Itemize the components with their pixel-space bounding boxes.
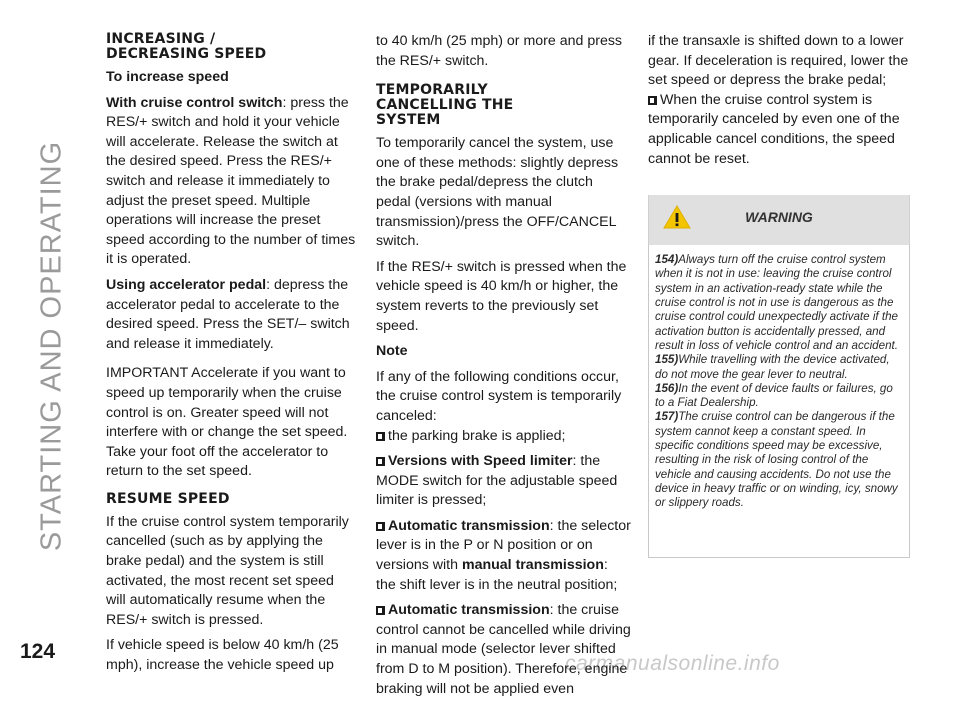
- list-item: When the cruise control system is temporarily canceled by even one of the applicable cancel conditions, the speed cannot be reset.: [648, 91, 900, 167]
- list-item: Versions with Speed limiter: the MODE switch for the adjustable speed limiter is pressed;: [376, 453, 618, 509]
- paragraph: If the cruise control system temporarily cancelled (such as by applying the brake pedal) and the system is still activated, the most recent set speed will automatically resume when the RES/+ switch is pressed.: [106, 513, 349, 628]
- warning-item: 155)While travelling with the device activated, do not move the gear lever to neutral.: [655, 353, 890, 381]
- page-number: 124: [20, 640, 56, 663]
- column-1: [106, 32, 356, 682]
- bullet-icon: [648, 96, 657, 105]
- warning-title: WARNING: [745, 209, 813, 226]
- paragraph: If vehicle speed is below 40 km/h (25 mph), increase the vehicle speed up: [106, 637, 339, 674]
- paragraph: To temporarily cancel the system, use one of these methods: slightly depress the brake pedal/depress the clutch pedal (versions with manual transmission)/press the OFF/CANCEL switch.: [376, 135, 619, 250]
- warning-item: 157)The cruise control can be dangerous if the system cannot keep a constant speed. In specific conditions speed may be excessive, resulting in the risk of losing control of the vehicle and causing accidents. Do not use the device in heavy traffic or on winding, icy, snowy or slippery roads.: [655, 410, 898, 510]
- paragraph: [106, 276, 356, 354]
- heading-temporarily-cancelling: [376, 83, 631, 128]
- warning-header: [648, 195, 910, 245]
- column-3: [648, 32, 910, 558]
- warning-item: 154)Always turn off the cruise control system when it is not in use: leaving the cruise control system in an activation-ready state while the cruise control is not in use is dangerous as the cruise control could unexpectedly activate if the activation button is accidentally pressed, and result in loss of vehicle control and an accident.: [655, 253, 898, 352]
- paragraph: [106, 94, 356, 270]
- warning-box: [648, 245, 910, 558]
- bullet-icon: [376, 432, 385, 441]
- paragraph-text: : press the RES/+ switch and hold it your vehicle will accelerate. Release the switch at the desired speed. Press the RES/+ switch and release it immediately to adjust the preset speed. Multiple operations will increase the preset speed according to the number of times it is operated.: [106, 94, 356, 268]
- heading-resume-speed: RESUME SPEED: [106, 490, 230, 507]
- heading-increasing-decreasing: [106, 32, 356, 62]
- paragraph: If any of the following conditions occur, the cruise control system is temporarily canceled:: [376, 368, 622, 424]
- heading-line: SYSTEM: [376, 112, 441, 129]
- note-label: Note: [376, 343, 408, 360]
- heading-line: TEMPORARILY: [376, 82, 488, 99]
- list-item: Automatic transmission: the selector lever is in the P or N position or on versions with manual transmission: the shift lever is in the neutral position;: [376, 517, 631, 593]
- heading-line: DECREASING SPEED: [106, 46, 267, 62]
- bold-term: Using accelerator pedal: [106, 276, 267, 293]
- bullet-icon: [376, 522, 385, 531]
- section-side-title-text: STARTING AND OPERATING: [35, 140, 68, 552]
- list-item: the parking brake is applied;: [376, 427, 631, 447]
- footer-watermark: carmanualsonline.info: [565, 652, 780, 675]
- bullet-icon: [376, 457, 385, 466]
- warning-item: 156)In the event of device faults or failures, go to a Fiat Dealership.: [655, 381, 893, 410]
- paragraph: to 40 km/h (25 mph) or more and press the RES/+ switch.: [376, 33, 623, 69]
- paragraph: IMPORTANT Accelerate if you want to speed up temporarily when the cruise control is on. Greater speed will not interfere with or change the set speed. Take your foot off the accelerator to return to the set speed.: [106, 365, 348, 480]
- bold-term: With cruise control switch: [106, 94, 283, 111]
- subheading-increase-speed: To increase speed: [106, 69, 229, 85]
- heading-line: INCREASING /: [106, 31, 216, 47]
- paragraph: If the RES/+ switch is pressed when the vehicle speed is 40 km/h or higher, the system reverts to the previously set speed.: [376, 258, 627, 334]
- column-2: [376, 32, 631, 705]
- paragraph: if the transaxle is shifted down to a lower gear. If deceleration is required, lower the set speed or depress the brake pedal;: [648, 33, 909, 89]
- list-item: Automatic transmission: the cruise control cannot be cancelled while driving in manual mode (selector lever shifted from D to M position). Therefore, engine braking will not be applied even: [376, 602, 631, 697]
- heading-line: CANCELLING THE: [376, 97, 514, 114]
- bullet-icon: [376, 606, 385, 615]
- paragraph-text: : depress the accelerator pedal to accelerate to the desired speed. Press the SET/– switch and release it immediately.: [106, 276, 350, 352]
